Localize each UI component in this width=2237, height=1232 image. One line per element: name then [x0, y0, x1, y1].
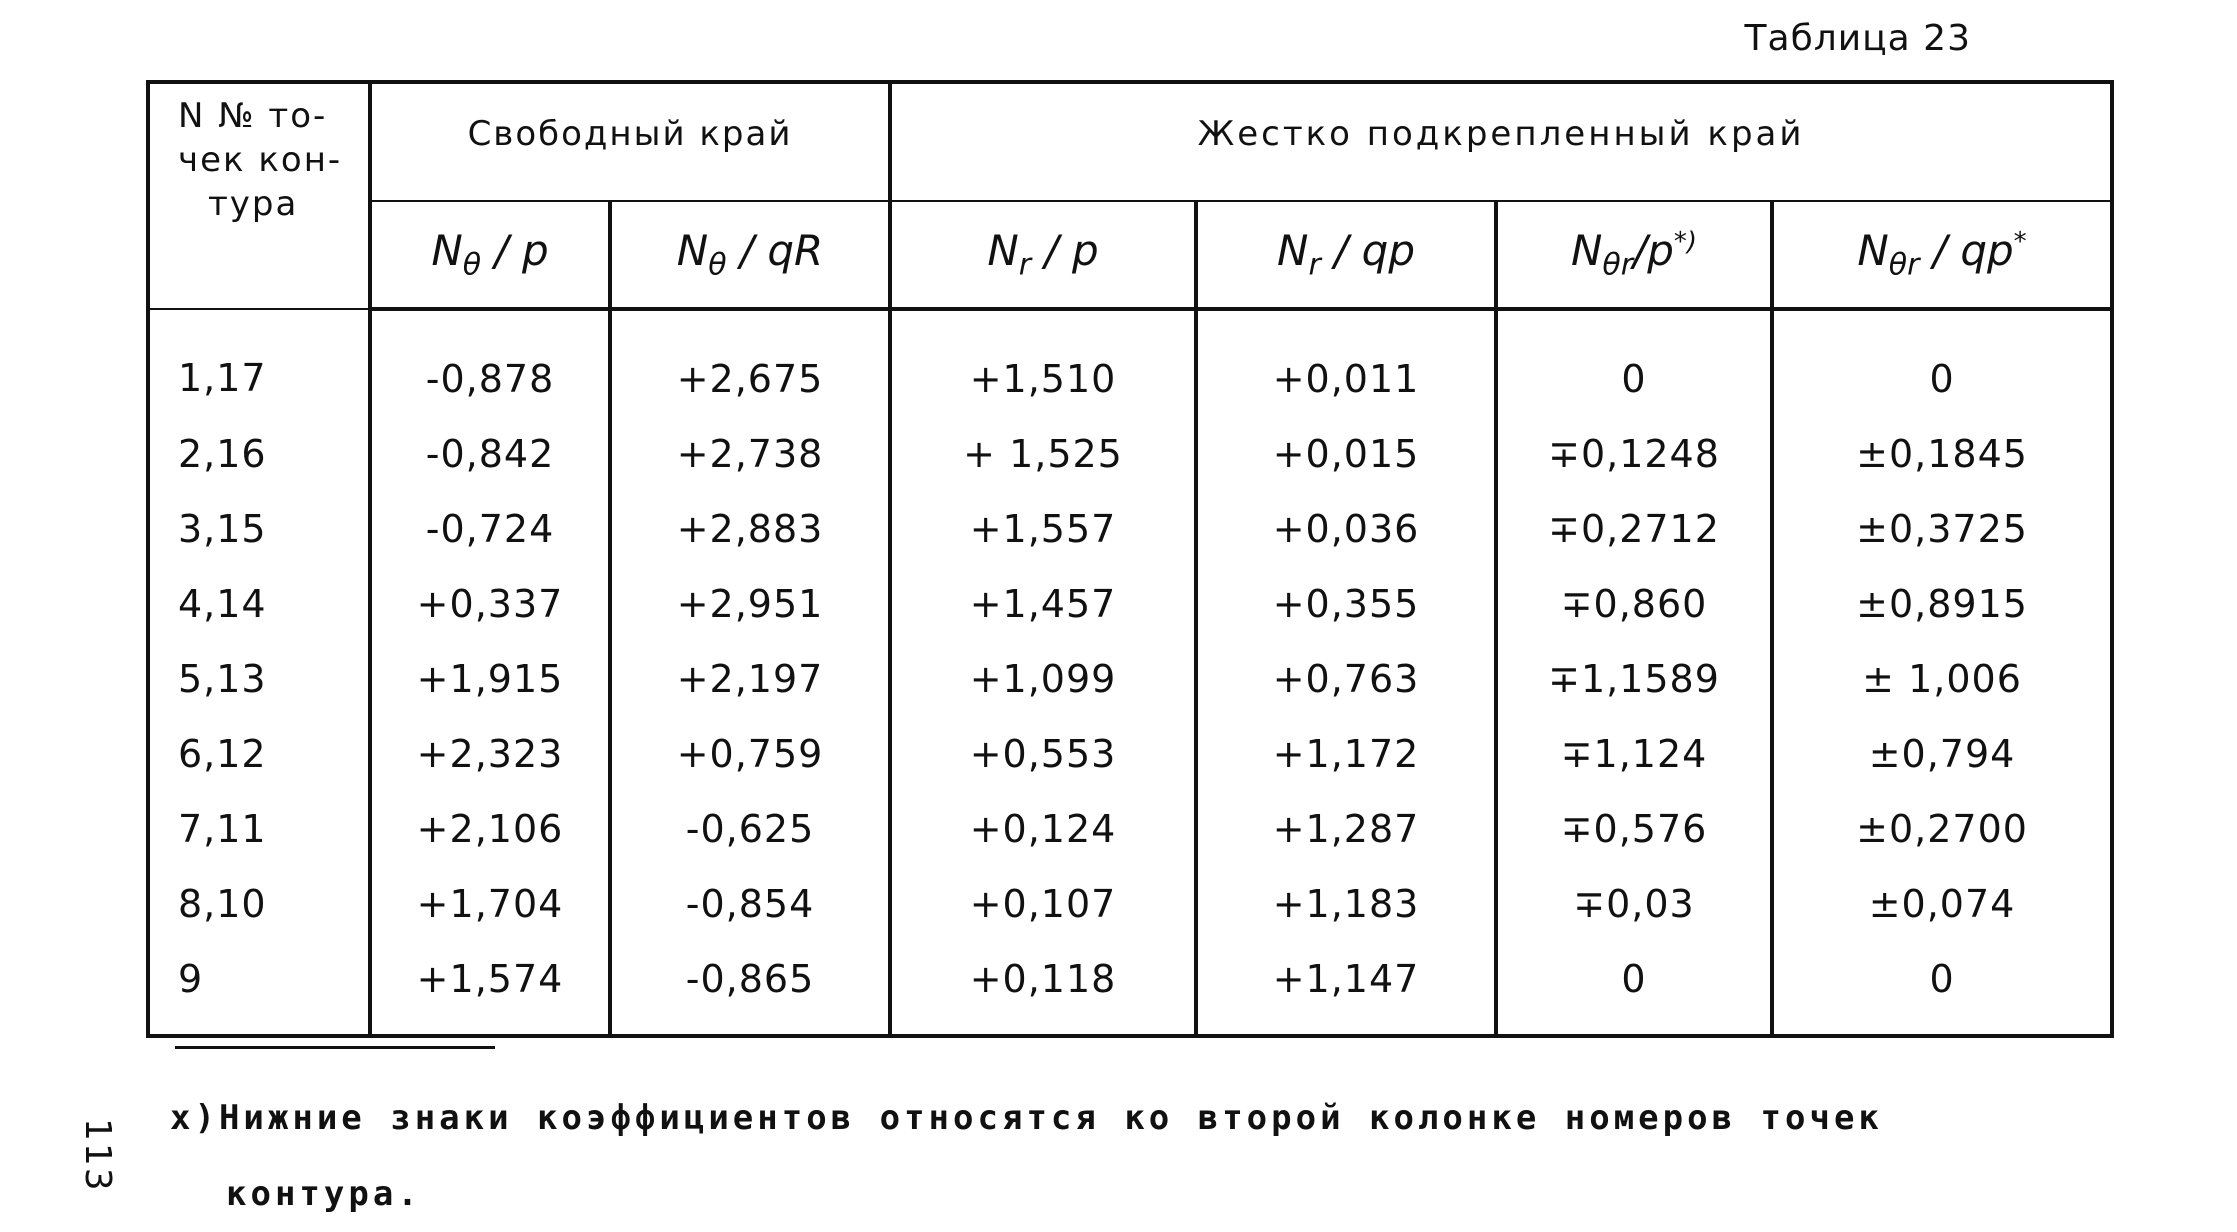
value-cell: 0	[1496, 309, 1772, 416]
value-cell: +2,738	[610, 416, 890, 491]
row-header-line: чек кон-	[178, 140, 343, 180]
value-cell: +2,323	[370, 716, 610, 791]
value-cell: +0,553	[890, 716, 1196, 791]
column-header-denominator: / qp	[1320, 226, 1415, 276]
column-header-symbol: N	[1857, 226, 1889, 276]
value-cell: +1,574	[370, 941, 610, 1036]
value-cell: -0,625	[610, 791, 890, 866]
value-cell: ±0,3725	[1772, 491, 2112, 566]
group-header-free-edge: Свободный край	[370, 82, 890, 201]
column-header-denominator: / qR	[726, 226, 824, 276]
table-row	[148, 641, 2112, 716]
group-header-rigid-edge: Жестко подкрепленный край	[890, 82, 2112, 201]
value-cell: +1,099	[890, 641, 1196, 716]
point-number-cell: 2,16	[148, 416, 370, 491]
coefficients-table	[146, 80, 2114, 1038]
value-cell: ±0,074	[1772, 866, 2112, 941]
value-cell: +0,036	[1196, 491, 1496, 566]
value-cell: ∓0,03	[1496, 866, 1772, 941]
value-cell: 0	[1772, 941, 2112, 1036]
value-cell: +2,951	[610, 566, 890, 641]
value-cell: 0	[1772, 309, 2112, 416]
column-header	[1496, 201, 1772, 309]
table-row	[148, 416, 2112, 491]
value-cell: +1,147	[1196, 941, 1496, 1036]
column-header-symbol: N	[1277, 226, 1309, 276]
value-cell: +0,763	[1196, 641, 1496, 716]
value-cell: +1,915	[370, 641, 610, 716]
column-header-subscript: r	[1308, 247, 1321, 283]
value-cell: -0,724	[370, 491, 610, 566]
value-cell: +1,183	[1196, 866, 1496, 941]
value-cell: +0,355	[1196, 566, 1496, 641]
value-cell: +1,172	[1196, 716, 1496, 791]
value-cell: +2,675	[610, 309, 890, 416]
value-cell: ∓1,124	[1496, 716, 1772, 791]
column-header-symbol: N	[676, 226, 709, 276]
column-header	[1196, 201, 1496, 309]
column-header-denominator: / qp	[1919, 226, 2014, 276]
value-cell: ±0,2700	[1772, 791, 2112, 866]
point-number-cell: 4,14	[148, 566, 370, 641]
value-cell: ∓1,1589	[1496, 641, 1772, 716]
table-row	[148, 309, 2112, 416]
value-cell: ∓0,2712	[1496, 491, 1772, 566]
table-row	[148, 716, 2112, 791]
point-number-cell: 8,10	[148, 866, 370, 941]
column-header	[370, 201, 610, 309]
value-cell: +1,557	[890, 491, 1196, 566]
point-number-cell: 7,11	[148, 791, 370, 866]
column-header	[1772, 201, 2112, 309]
value-cell: ∓0,860	[1496, 566, 1772, 641]
column-header-subscript: θr	[1602, 247, 1634, 283]
point-number-cell: 5,13	[148, 641, 370, 716]
column-header-denominator: /p	[1633, 226, 1674, 276]
row-header-line: тура	[208, 184, 299, 224]
table-row	[148, 491, 2112, 566]
point-number-cell: 3,15	[148, 491, 370, 566]
table-row	[148, 941, 2112, 1036]
table-row	[148, 566, 2112, 641]
value-cell: +0,118	[890, 941, 1196, 1036]
point-number-cell: 1,17	[148, 309, 370, 416]
column-header	[890, 201, 1196, 309]
value-cell: +0,107	[890, 866, 1196, 941]
column-header-denominator: / p	[1031, 226, 1099, 276]
value-cell: + 1,525	[890, 416, 1196, 491]
header-group-row	[148, 82, 2112, 201]
value-cell: ±0,1845	[1772, 416, 2112, 491]
value-cell: +0,124	[890, 791, 1196, 866]
value-cell: ±0,8915	[1772, 566, 2112, 641]
value-cell: +0,759	[610, 716, 890, 791]
value-cell: +0,015	[1196, 416, 1496, 491]
value-cell: -0,842	[370, 416, 610, 491]
row-header-cell	[148, 82, 370, 309]
table-body	[148, 309, 2112, 1036]
column-header-symbol: N	[987, 226, 1019, 276]
table-title: Таблица 23	[1744, 18, 1971, 59]
value-cell: +1,457	[890, 566, 1196, 641]
column-header	[610, 201, 890, 309]
footnote-line: x)Нижние знаки коэффициентов относятся ко второй колонке номеров точек	[170, 1098, 1883, 1138]
table-row	[148, 791, 2112, 866]
value-cell: 0	[1496, 941, 1772, 1036]
table-row	[148, 866, 2112, 941]
column-header-footnote-mark: *)	[1673, 227, 1698, 258]
header-column-row	[148, 201, 2112, 309]
value-cell: +2,197	[610, 641, 890, 716]
column-header-footnote-mark: *	[2013, 227, 2027, 258]
value-cell: +0,337	[370, 566, 610, 641]
value-cell: -0,865	[610, 941, 890, 1036]
column-header-symbol: N	[1570, 226, 1603, 276]
value-cell: +1,704	[370, 866, 610, 941]
value-cell: +2,883	[610, 491, 890, 566]
point-number-cell: 6,12	[148, 716, 370, 791]
footnote-line: контура.	[226, 1174, 422, 1214]
footnote	[170, 1080, 1883, 1232]
row-header-line: N № то-	[178, 96, 328, 136]
value-cell: ∓0,1248	[1496, 416, 1772, 491]
value-cell: -0,878	[370, 309, 610, 416]
value-cell: +1,287	[1196, 791, 1496, 866]
column-header-symbol: N	[431, 226, 463, 276]
point-number-cell: 9	[148, 941, 370, 1036]
page-number: 113	[77, 1118, 118, 1193]
footnote-divider	[175, 1046, 495, 1049]
column-header-subscript: θ	[462, 247, 482, 283]
column-header-denominator: / p	[481, 226, 549, 276]
value-cell: +0,011	[1196, 309, 1496, 416]
value-cell: ± 1,006	[1772, 641, 2112, 716]
column-header-subscript: θr	[1888, 247, 1920, 283]
column-header-subscript: r	[1018, 247, 1032, 283]
value-cell: +2,106	[370, 791, 610, 866]
value-cell: -0,854	[610, 866, 890, 941]
value-cell: ±0,794	[1772, 716, 2112, 791]
value-cell: ∓0,576	[1496, 791, 1772, 866]
column-header-subscript: θ	[708, 247, 727, 283]
value-cell: +1,510	[890, 309, 1196, 416]
